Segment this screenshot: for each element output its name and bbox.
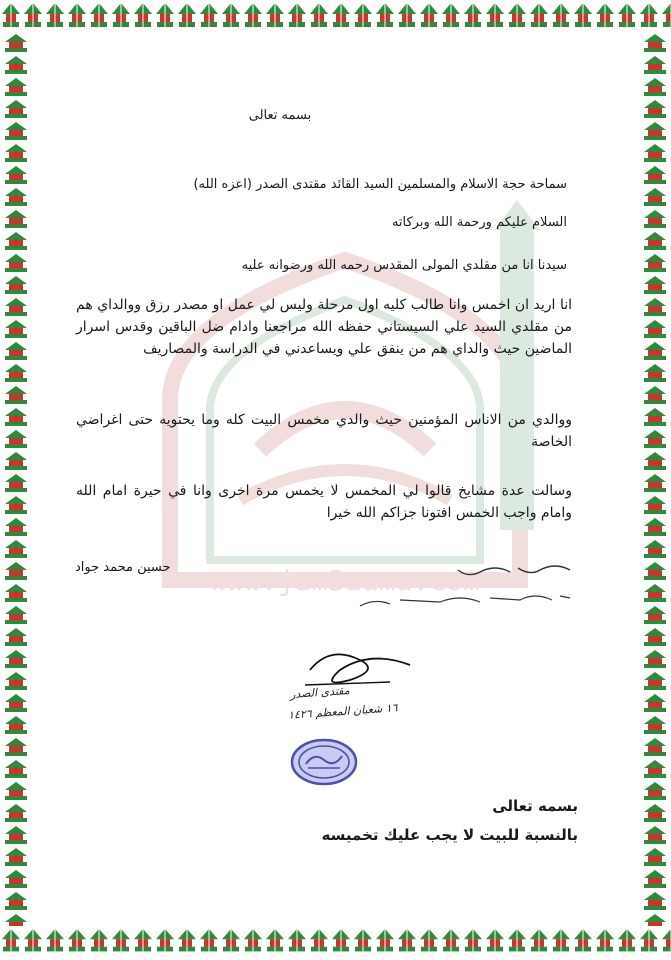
decorative-border-left (0, 32, 32, 926)
reply-body: بالنسبة للبيت لا يجب عليك تخميسه (321, 826, 578, 844)
decorative-border-top (0, 0, 671, 32)
decorative-border-bottom (0, 926, 671, 958)
letter-addressee: سماحة حجة الاسلام والمسلمين السيد القائد مقتدى الصدر (اعزه الله) (193, 177, 567, 192)
decorative-border-right (639, 32, 671, 926)
handwritten-reply-scribble (340, 558, 580, 628)
handwritten-signer-name: مقتدى الصدر (289, 683, 351, 702)
watermark-url: www.jam3aama.com (210, 564, 480, 597)
letter-heading: بسمه تعالى (248, 108, 312, 123)
letter-greeting: السلام عليكم ورحمة الله وبركاته (391, 215, 567, 230)
letter-paragraph-1: انا اريد ان اخمس وانا طالب كليه اول مرحلة وليس لي عمل او مصدر رزق ووالداي هم من مقلدي السيد علي السيستاني حفظه الله مراجعنا وادام ضل الباقين وقدس اسرار الماضين حيث والداي هم من ينفق علي ويساعدني في الدراسة والمصاريف (76, 297, 572, 357)
reply-heading: بسمه تعالى (492, 797, 578, 815)
letter-paragraph-2: ووالدي من الاناس المؤمنين حيث والدي مخمس البيت كله وما يحتويه حتى اغراضي الخاصة (76, 412, 572, 450)
seal-stamp (290, 738, 358, 786)
handwritten-date: ١٦ شعبان المعظم ١٤٢٦ (287, 701, 398, 722)
letter-intro-line: سيدنا انا من مقلدي المولى المقدس رحمه الله ورضوانه عليه (241, 258, 567, 273)
letter-paragraph-3: وسالت عدة مشايخ قالوا لي المخمس لا يخمس مرة اخرى وانا في حيرة امام الله وامام واجب الخمس افتونا جزاكم الله خيرا (76, 483, 572, 521)
sender-name: حسين محمد جواد (75, 560, 171, 575)
